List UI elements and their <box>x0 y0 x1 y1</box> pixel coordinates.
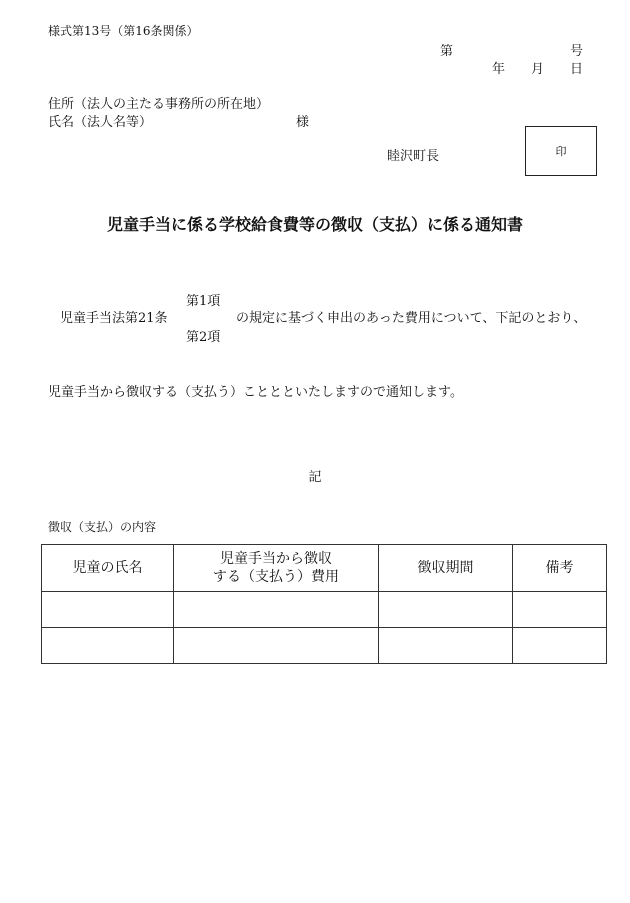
table-header-row <box>42 545 607 592</box>
header-remarks: 備考 <box>513 545 607 592</box>
cell-remarks <box>513 628 607 664</box>
cell-child-name <box>42 592 174 628</box>
body-line-2: 児童手当から徴収する（支払う）こととといたしますので通知します。 <box>48 385 463 400</box>
law-item-1: 第1項 <box>186 294 221 309</box>
document-title: 児童手当に係る学校給食費等の徴収（支払）に係る通知書 <box>106 215 523 234</box>
ki-heading: 記 <box>308 470 322 485</box>
body-line-1: の規定に基づく申出のあった費用について、下記のとおり、 <box>236 311 587 326</box>
header-cost-line1: 児童手当から徴収 <box>220 551 332 567</box>
cell-child-name <box>42 628 174 664</box>
cell-period <box>379 592 513 628</box>
honorific: 様 <box>296 115 310 130</box>
seal-label: 印 <box>555 145 567 158</box>
form-number: 様式第13号（第16条関係） <box>48 24 199 38</box>
law-reference: 児童手当法第21条 <box>60 311 168 326</box>
cell-cost <box>174 628 379 664</box>
law-item-2: 第2項 <box>186 330 221 345</box>
collection-table <box>41 544 607 664</box>
date-day: 日 <box>570 62 584 77</box>
table-row <box>42 628 607 664</box>
seal-box <box>525 126 597 176</box>
date-month: 月 <box>531 62 545 77</box>
content-label: 徴収（支払）の内容 <box>48 520 157 534</box>
cell-cost <box>174 592 379 628</box>
header-cost-line2: する（支払う）費用 <box>213 569 339 585</box>
name-label: 氏名（法人名等） <box>48 115 153 130</box>
address-label: 住所（法人の主たる事務所の所在地） <box>48 97 270 112</box>
cell-period <box>379 628 513 664</box>
date-year: 年 <box>492 62 506 77</box>
header-cost <box>174 545 379 592</box>
cell-remarks <box>513 592 607 628</box>
doc-number-suffix: 号 <box>570 44 584 59</box>
table-row <box>42 592 607 628</box>
header-child-name: 児童の氏名 <box>42 545 174 592</box>
issuer-title: 睦沢町長 <box>387 149 440 164</box>
header-period: 徴収期間 <box>379 545 513 592</box>
doc-number-prefix: 第 <box>440 44 454 59</box>
